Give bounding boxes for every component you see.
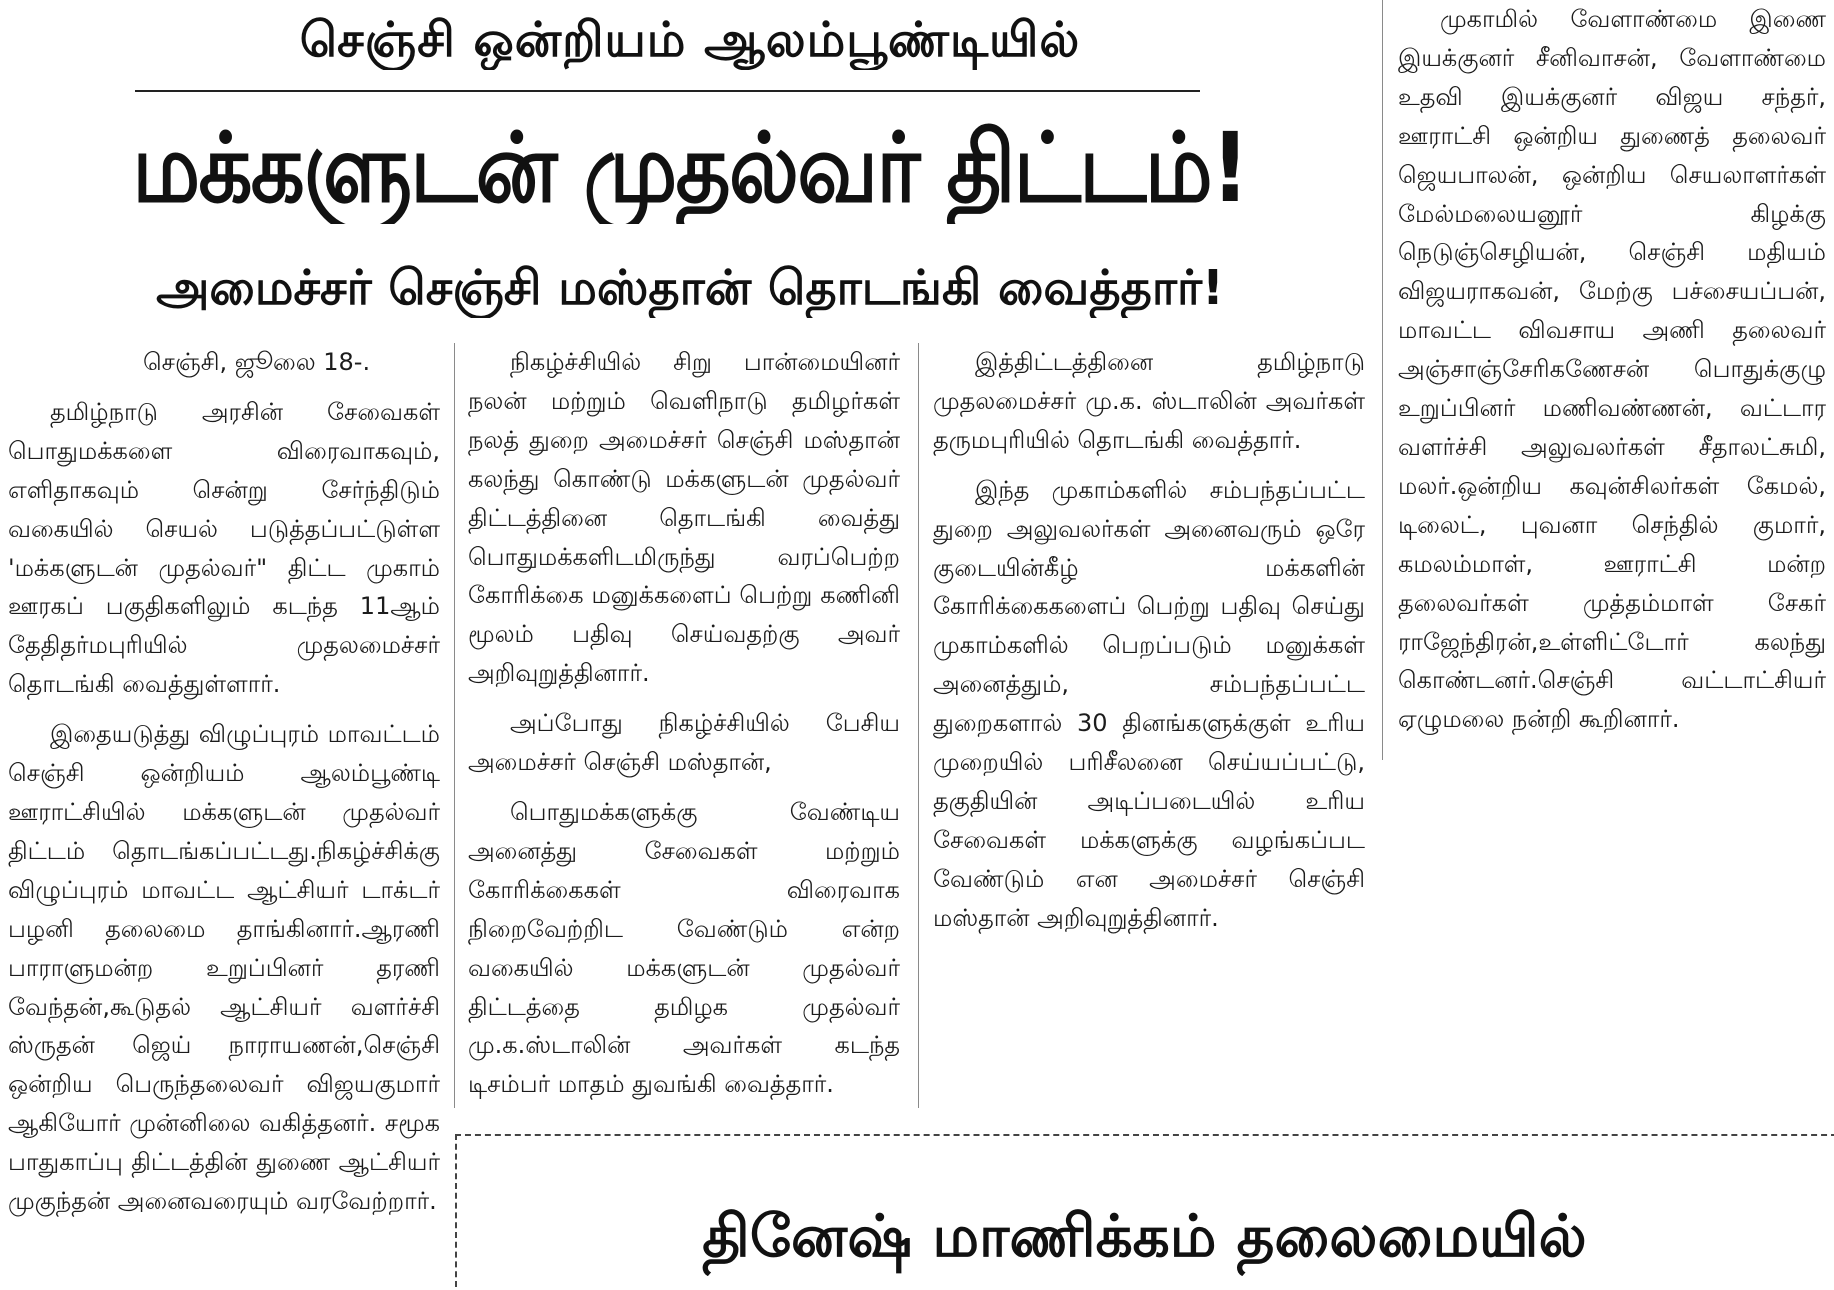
article-paragraph: முகாமில் வேளாண்மை இணை இயக்குனர் சீனிவாசன், வேளாண்மை உதவி இயக்குனர் விஜய சந்தர், ஊராட்சி ஒன்றிய துணைத் தலைவர் ஜெயபாலன், ஒன்றிய செயலாளர்கள் மேல்மலையனூர் கிழக்கு நெடுஞ்செழியன், செஞ்சி மதியம் விஜயராகவன், மேற்கு பச்சையப்பன், மாவட்ட விவசாய அணி தலைவர் அஞ்சாஞ்சேரிகணேசன் பொதுக்குழு உறுப்பினர் மணிவண்ணன், வட்டார வளர்ச்சி அலுவலர்கள் சீதாலட்சுமி, மலர்.ஒன்றிய கவுன்சிலர்கள் கேமல், டிலைட், புவனா செந்தில் குமார், கமலம்மாள், ஊராட்சி மன்ற தலைவர்கள் முத்தம்மாள் சேகர் ராஜேந்திரன்,உள்ளிட்டோர் கலந்து கொண்டனர்.செஞ்சி வட்டாட்சியர் ஏழுமலை நன்றி கூறினார். — [1398, 5, 1826, 734]
article-paragraph: அப்போது நிகழ்ச்சியில் பேசிய அமைச்சர் செஞ்சி மஸ்தான், — [468, 709, 900, 777]
article-paragraph: பொதுமக்களுக்கு வேண்டிய அனைத்து சேவைகள் மற்றும் கோரிக்கைகள் விரைவாக நிறைவேற்றிட வேண்டும் என்ற வகையில் மக்களுடன் முதல்வர் திட்டத்தை தமிழக முதல்வர் மு.க.ஸ்டாலின் அவர்கள் கடந்த டிசம்பர் மாதம் துவங்கி வைத்தார். — [468, 797, 900, 1099]
article-headline: மக்களுடன் முதல்வர் திட்டம்! — [132, 112, 1248, 224]
column-divider — [918, 343, 919, 1108]
article-paragraph: இதையடுத்து விழுப்புரம் மாவட்டம் செஞ்சி ஒன்றியம் ஆலம்பூண்டி ஊராட்சியில் மக்களுடன் முதல்வர் திட்டம் தொடங்கப்பட்டது.நிகழ்ச்சிக்கு விழுப்புரம் மாவட்ட ஆட்சியர் டாக்டர் பழனி தலைமை தாங்கினார்.ஆரணி பாராளுமன்ற உறுப்பினர் தரணி வேந்தன்,கூடுதல் ஆட்சியர் வளர்ச்சி ஸ்ருதன் ஜெய் நாராயணன்,செஞ்சி ஒன்றிய பெருந்தலைவர் விஜயகுமார் ஆகியோர் முன்னிலை வகித்தனர். சமூக பாதுகாப்பு திட்டத்தின் துணை ஆட்சியர் முகுந்தன் அனைவரையும் வரவேற்றார். — [8, 720, 440, 1216]
article-column-3 — [933, 343, 1365, 1108]
article-column-1 — [8, 343, 440, 1290]
kicker-divider — [135, 90, 1200, 92]
column-divider — [1382, 0, 1383, 760]
boxed-story-headline: தினேஷ் மாணிக்கம் தலைமையில் — [702, 1202, 1587, 1270]
article-dateline: செஞ்சி, ஜூலை 18-. — [143, 348, 371, 376]
article-paragraph: இந்த முகாம்களில் சம்பந்தப்பட்ட துறை அலுவலர்கள் அனைவரும் ஒரே குடையின்கீழ் மக்களின் கோரிக்கைகளைப் பெற்று பதிவு செய்து முகாம்களில் பெறப்படும் மனுக்கள் அனைத்தும், சம்பந்தப்பட்ட துறைகளால் 30 தினங்களுக்குள் உரிய முறையில் பரிசீலனை செய்யப்பட்டு, தகுதியின் அடிப்படையில் உரிய சேவைகள் மக்களுக்கு வழங்கப்பட வேண்டும் என அமைச்சர் செஞ்சி மஸ்தான் அறிவுறுத்தினார். — [933, 475, 1365, 932]
article-column-2 — [468, 343, 900, 1108]
article-subheadline: அமைச்சர் செஞ்சி மஸ்தான் தொடங்கி வைத்தார்! — [156, 260, 1224, 316]
article-paragraph: தமிழ்நாடு அரசின் சேவைகள் பொதுமக்களை விரைவாகவும், எளிதாகவும் சென்று சேர்ந்திடும் வகையில் செயல் படுத்தப்பட்டுள்ள 'மக்களுடன் முதல்வர்" திட்ட முகாம் ஊரகப் பகுதிகளிலும் கடந்த 11ஆம் தேதிதர்மபுரியில் முதலமைச்சர் தொடங்கி வைத்துள்ளார். — [8, 397, 440, 699]
article-column-4 — [1398, 0, 1826, 760]
article-paragraph: இத்திட்டத்தினை தமிழ்நாடு முதலமைச்சர் மு.க. ஸ்டாலின் அவர்கள் தருமபுரியில் தொடங்கி வைத்தார். — [933, 348, 1365, 454]
article-kicker: செஞ்சி ஒன்றியம் ஆலம்பூண்டியில் — [299, 12, 1081, 68]
article-paragraph: நிகழ்ச்சியில் சிறு பான்மையினர் நலன் மற்றும் வெளிநாடு தமிழர்கள் நலத் துறை அமைச்சர் செஞ்சி மஸ்தான் கலந்து கொண்டு மக்களுடன் முதல்வர் திட்டத்தினை தொடங்கி வைத்து பொதுமக்களிடமிருந்து வரப்பெற்ற கோரிக்கை மனுக்களைப் பெற்று கணினி மூலம் பதிவு செய்வதற்கு அவர் அறிவுறுத்தினார். — [468, 348, 900, 688]
column-divider — [454, 343, 455, 1108]
